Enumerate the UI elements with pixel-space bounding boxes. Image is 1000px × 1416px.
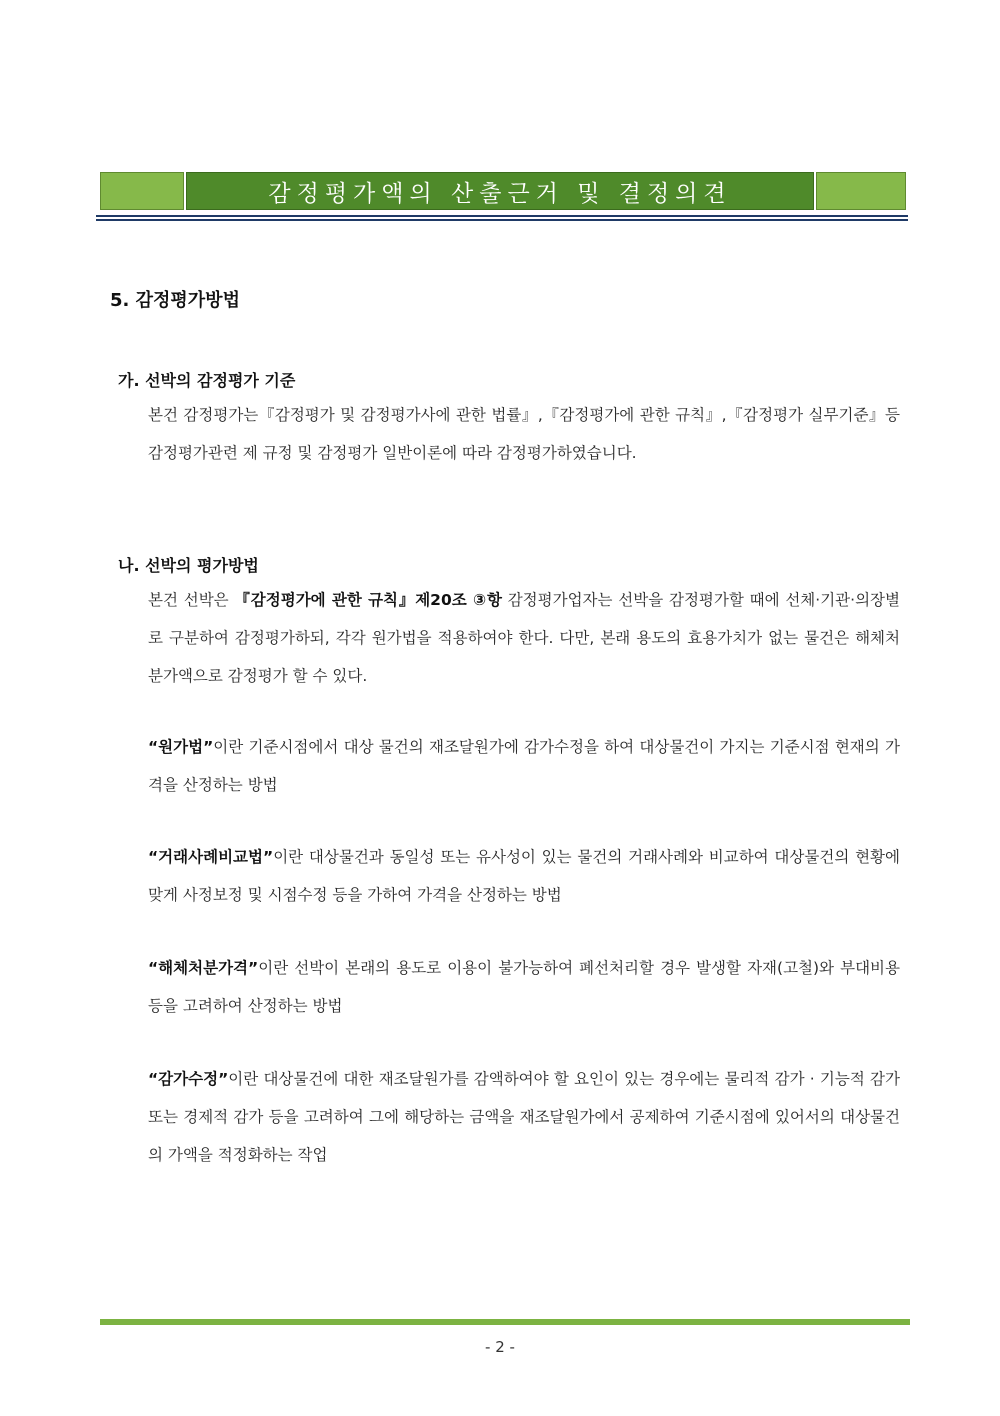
definition-text: 이란 기준시점에서 대상 물건의 재조달원가에 감가수정을 하여 대상물건이 가지는 기준시점 현재의 가격을 산정하는 방법 xyxy=(148,738,900,794)
definition-term: “감가수정” xyxy=(148,1070,229,1088)
subsection-a-heading: 가. 선박의 감정평가 기준 xyxy=(118,371,296,390)
definition-text: 이란 선박이 본래의 용도로 이용이 불가능하여 폐선처리할 경우 발생할 자재(고철)와 부대비용 등을 고려하여 산정하는 방법 xyxy=(148,959,900,1015)
subsection-b-body xyxy=(148,581,900,695)
footer-bar xyxy=(100,1319,910,1325)
definition-term: “해체처분가격” xyxy=(148,959,259,977)
definition-sales-comparison xyxy=(148,838,900,914)
subsection-b-body-post: 감정평가업자는 선박을 감정평가할 때에 선체·기관·의장별로 구분하여 감정평가하되, 각각 원가법을 적용하여야 한다. 다만, 본래 용도의 효용가치가 없는 물건은 해체처분가액으로 감정평가 할 수 있다. xyxy=(148,591,901,685)
section-heading: 5. 감정평가방법 xyxy=(110,290,240,311)
title-banner xyxy=(100,172,906,212)
subsection-b-body-bold: 『감정평가에 관한 규칙』제20조 ③항 xyxy=(234,591,502,609)
definition-text: 이란 대상물건에 대한 재조달원가를 감액하여야 할 요인이 있는 경우에는 물리적 감가 · 기능적 감가 또는 경제적 감가 등을 고려하여 그에 해당하는 금액을 재조달원가에서 공제하여 기준시점에 있어서의 대상물건의 가액을 적정화하는 작업 xyxy=(148,1070,900,1164)
banner-left-block xyxy=(100,172,184,210)
title-rule-top xyxy=(96,215,908,217)
page-number: - 2 - xyxy=(485,1338,515,1356)
definition-term: “거래사례비교법” xyxy=(148,848,274,866)
subsection-b-body-pre: 본건 선박은 xyxy=(148,591,235,609)
banner-center xyxy=(186,172,814,210)
definition-text: 이란 대상물건과 동일성 또는 유사성이 있는 물건의 거래사례와 비교하여 대상물건의 현황에 맞게 사정보정 및 시점수정 등을 가하여 가격을 산정하는 방법 xyxy=(148,848,900,904)
definition-cost-method xyxy=(148,728,900,804)
subsection-a-body: 본건 감정평가는『감정평가 및 감정평가사에 관한 법률』,『감정평가에 관한 규칙』,『감정평가 실무기준』등 감정평가관련 제 규정 및 감정평가 일반이론에 따라 감정평가하였습니다. xyxy=(148,406,900,462)
definition-scrap-value xyxy=(148,949,900,1025)
title-rule-bottom xyxy=(96,219,908,221)
definition-term: “원가법” xyxy=(148,738,214,756)
banner-right-block xyxy=(816,172,906,210)
subsection-b-heading: 나. 선박의 평가방법 xyxy=(118,556,259,575)
definition-depreciation xyxy=(148,1060,900,1174)
page-title: 감정평가액의 산출근거 및 결정의견 xyxy=(268,180,732,207)
